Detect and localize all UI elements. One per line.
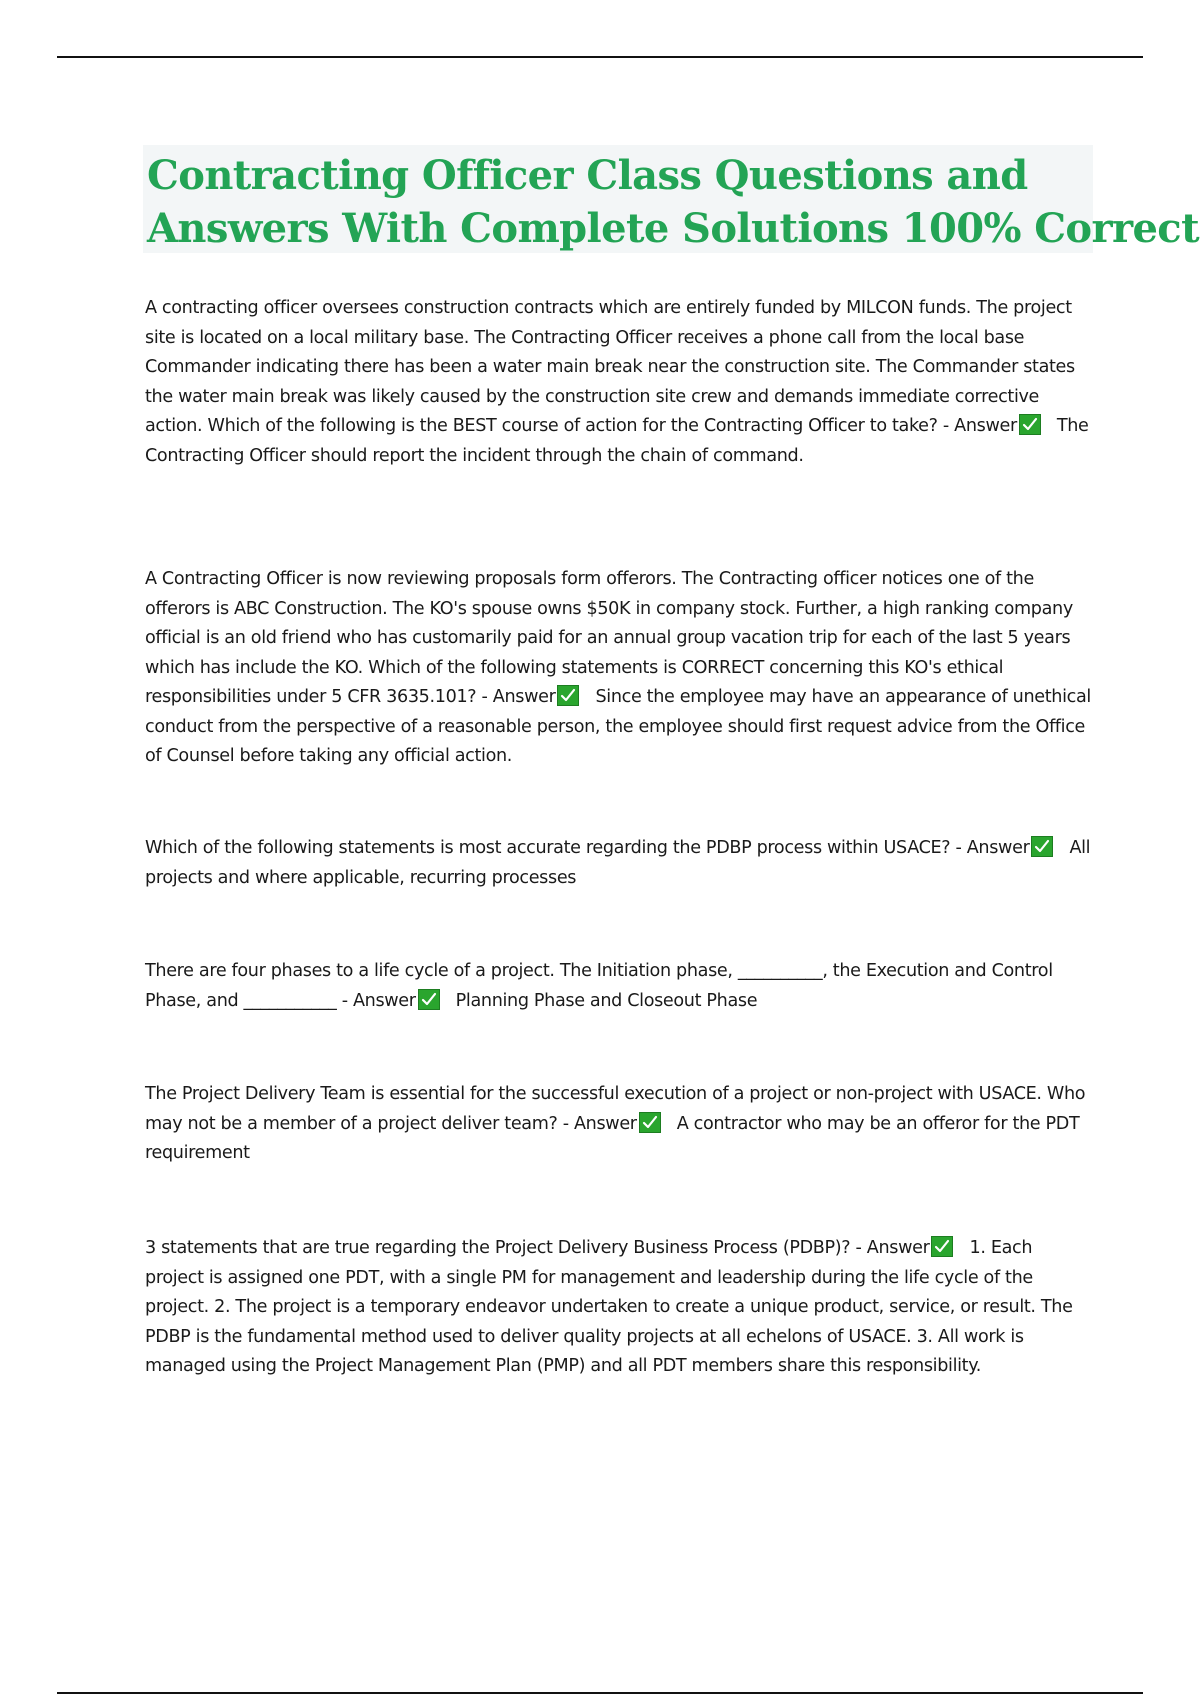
- document-title: [147, 149, 1199, 255]
- answer-text: All projects and where applicable, recurring processes: [145, 838, 1091, 888]
- answer-text: A contractor who may be an offeror for the PDT requirement: [145, 1113, 1080, 1163]
- qa-item-4: [145, 957, 1095, 1016]
- check-icon: [931, 1236, 953, 1257]
- check-icon: [418, 989, 440, 1010]
- check-icon: [1031, 836, 1053, 857]
- qa-item-1: [145, 294, 1095, 471]
- check-icon: [557, 685, 579, 706]
- top-rule: [57, 56, 1143, 58]
- title-block: [143, 145, 1199, 253]
- check-icon: [1019, 414, 1041, 435]
- title-line-1: Contracting Officer Class Questions and: [147, 152, 1028, 199]
- qa-item-5: [145, 1080, 1095, 1169]
- answer-label: Answer: [352, 990, 416, 1011]
- answer-text: 1. Each project is assigned one PDT, with a single PM for management and leadership during the life cycle of the project. 2. The project is a temporary endeavor undertaken to create a unique product, service, or result. The PDBP is the fundamental method used to deliver quality projects at all echelons of USACE. 3. All work is managed using the Project Management Plan (PMP) and all PDT members share this responsibility.: [145, 1238, 1073, 1376]
- question-text: 3 statements that are true regarding the Project Delivery Business Process (PDBP)? -: [145, 1238, 867, 1258]
- answer-text: Since the employee may have an appearance of unethical conduct from the perspective of a reasonable person, the employee should first request advice from the Office of Counsel before taking any official action.: [145, 687, 1091, 766]
- question-text: A contracting officer oversees construction contracts which are entirely funded by MILCON funds. The project site is located on a local military base. The Contracting Officer receives a phone call from the local base Commander indicating there has been a water main break near the construction site. The Commander states the water main break was likely caused by the construction site crew and demands immediate corrective action. Which of the following is the BEST course of action for the Contracting Officer to take? -: [145, 298, 1075, 436]
- question-text: A Contracting Officer is now reviewing proposals form offerors. The Contracting officer notices one of the offerors is ABC Construction. The KO's spouse owns $50K in company stock. Further, a high ranking company official is an old friend who has customarily paid for an annual group vacation trip for each of the last 5 years which has include the KO. Which of the following statements is CORRECT concerning this KO's ethical responsibilities under 5 CFR 3635.101? -: [145, 569, 1073, 707]
- answer-label: Answer: [866, 1238, 930, 1258]
- question-text: There are four phases to a life cycle of a project. The Initiation phase, __________, the Execution and Control Phase, and ___________ -: [145, 961, 1053, 1011]
- answer-label: Answer: [966, 838, 1030, 858]
- answer-label: Answer: [954, 416, 1017, 436]
- check-icon: [639, 1112, 661, 1133]
- qa-item-6: [145, 1234, 1095, 1382]
- question-text: Which of the following statements is most accurate regarding the PDBP process within USACE? -: [145, 838, 967, 858]
- answer-label: Answer: [492, 687, 556, 707]
- answer-text: The Contracting Officer should report the incident through the chain of command.: [145, 416, 1089, 466]
- qa-item-3: [145, 834, 1095, 893]
- question-text: The Project Delivery Team is essential for the successful execution of a project or non-project with USACE. Who may not be a member of a project deliver team? -: [145, 1084, 1086, 1134]
- bottom-rule: [57, 1692, 1143, 1694]
- title-line-2: Answers With Complete Solutions 100% Correct: [147, 205, 1199, 252]
- answer-text: Planning Phase and Closeout Phase: [455, 990, 758, 1011]
- qa-item-2: [145, 565, 1095, 772]
- answer-label: Answer: [573, 1113, 637, 1134]
